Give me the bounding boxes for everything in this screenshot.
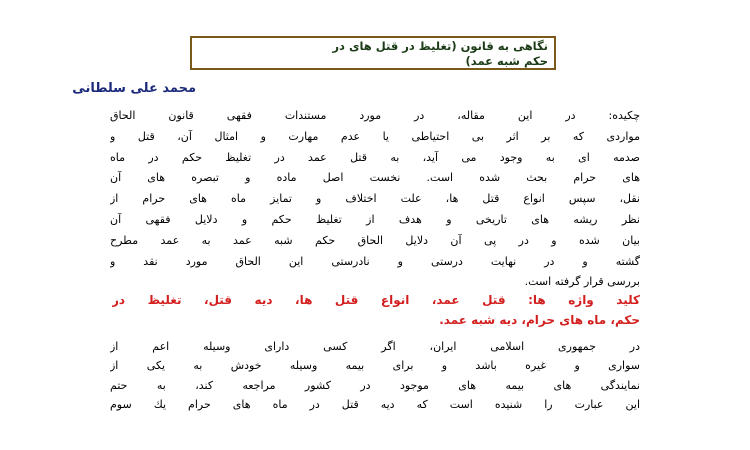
abstract-line: بیان شده و در پی آن دلایل الحاق حکم شبه عمد به عمد مطرح [110,233,640,247]
document-title [196,39,548,69]
abstract-line: نقل، سپس انواع قتل ها، علت اختلاف و تمایز ماه های حرام از [110,192,640,206]
abstract-line: صدمه ای به وجود می آید، به قتل عمد در تغلیظ حکم در ماه [110,150,640,164]
body-line: سواری و غیره باشد و برای بیمه وسیله خودش به یکی از [110,359,640,373]
body-line: نمایندگی های بیمه های موجود در کشور مراجعه کند، به حتم [110,378,640,392]
abstract-line: نظر ریشه های تاریخی و هدف از تغلیظ حکم و دلایل فقهی آن [110,212,640,226]
keywords-line: کلید واژه ها: قتل عمد، انواع قتل ها، دیه قتل، تغلیظ در [112,293,640,307]
abstract-line: بررسی قرار گرفته است. [524,275,640,289]
abstract-paragraph [110,106,640,293]
body-line: در جمهوری اسلامی ایران، اگر کسی دارای وسیله اعم از [110,340,640,353]
title-line: حکم شبه عمد) [465,54,548,68]
body-line: این عبارت را شنیده است که دیه قتل در ماه های حرام یك سوم [110,398,640,412]
abstract-line: مواردی که بر اثر بی احتیاطی یا عدم مهارت و امثال آن، قتل و [110,129,640,143]
abstract-line: های حرام بحث شده است. نخست اصل ماده و تبصره های آن [110,171,640,185]
keywords-paragraph [112,290,640,330]
title-line: نگاهی به قانون (تغلیظ در قتل های در [332,39,548,53]
abstract-line: گشته و در نهایت درستی و نادرستی این الحاق مورد نقد و [110,254,640,268]
abstract-line: چکیده: در این مقاله، در مورد مستندات فقهی قانون الحاق [110,109,640,122]
keywords-line: حکم، ماه های حرام، دیه شبه عمد. [439,313,640,327]
author-name: محمد علی سلطانی [72,81,196,96]
title-box [190,36,556,70]
body-paragraph [110,337,640,415]
